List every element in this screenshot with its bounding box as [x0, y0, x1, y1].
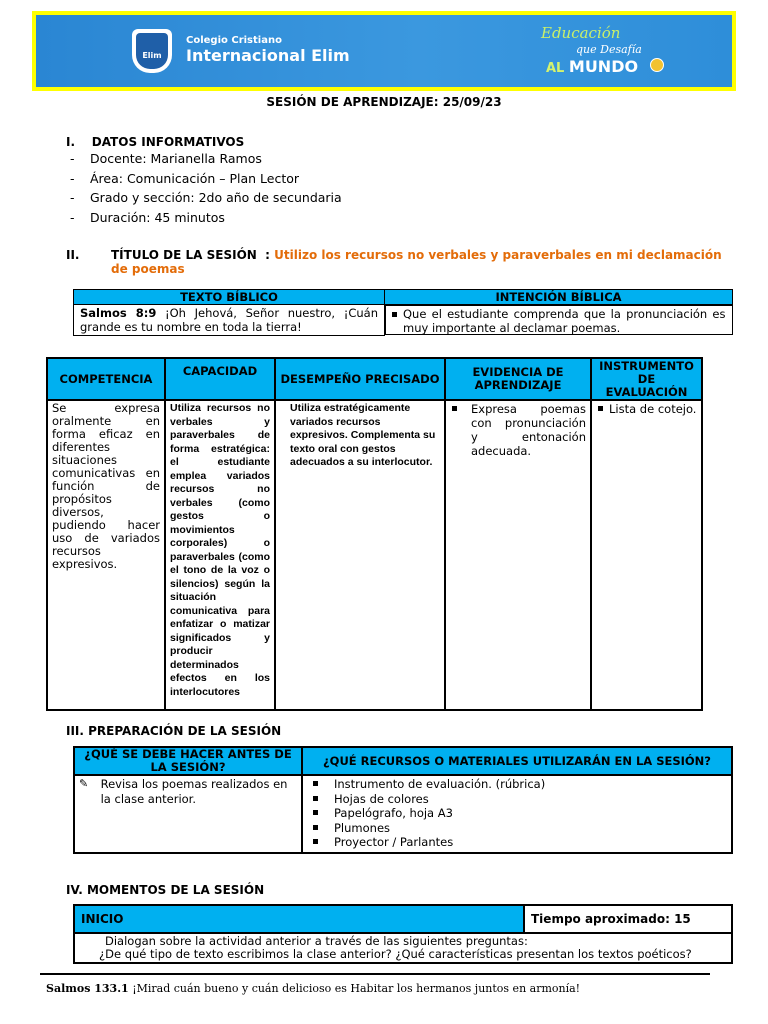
biblico-text: ¡Oh Jehová, Señor nuestro, ¡Cuán grande es tu nombre en toda la tierra! [80, 306, 378, 334]
recurso-text: Hojas de colores [334, 791, 429, 806]
header-banner [32, 11, 736, 91]
slogan-line-3 [546, 57, 638, 76]
dash-bullet: - [70, 190, 75, 205]
square-bullet-icon [452, 406, 457, 411]
pencil-icon: ✎ [79, 777, 89, 790]
slogan-al: AL [546, 61, 565, 76]
instrumento-text: Lista de cotejo. [609, 402, 697, 416]
tiempo-cell: Tiempo aproximado: 15 [524, 905, 732, 933]
evidencia-item [450, 402, 586, 458]
logo-text: Elim [136, 33, 168, 69]
competencia-header: COMPETENCIA [47, 358, 165, 400]
page-title: SESIÓN DE APRENDIZAJE: 25/09/23 [266, 95, 502, 109]
dash-bullet: - [70, 171, 75, 186]
datos-docente: Docente: Marianella Ramos [90, 151, 262, 166]
momentos-table [73, 904, 733, 964]
instrumento-item [596, 402, 697, 416]
dash-bullet: - [70, 151, 75, 166]
recursos-header: ¿QUÉ RECURSOS O MATERIALES UTILIZARÁN EN LA SESIÓN? [302, 747, 732, 775]
momentos-heading: IV. MOMENTOS DE LA SESIÓN [66, 883, 265, 897]
antes-item [79, 777, 297, 806]
datos-item [70, 151, 262, 166]
recurso-text: Instrumento de evaluación. (rúbrica) [334, 777, 546, 791]
recurso-item [307, 777, 727, 792]
footer-ref: Salmos 133.1 [46, 982, 129, 995]
inicio-body [74, 933, 732, 963]
inicio-header: INICIO [74, 905, 524, 933]
evidencia-text: Expresa poemas con pronunciación y entonación adecuada. [471, 402, 586, 458]
recurso-item [307, 806, 727, 821]
datos-item [70, 171, 299, 186]
instrumento-cell [591, 400, 702, 710]
footer-text: ¡Mirad cuán bueno y cuán delicioso es Habitar los hermanos juntos en armonía! [128, 982, 581, 995]
slogan-line-2: que Desafía [576, 43, 642, 56]
recurso-item [307, 821, 727, 836]
intencion-text: Que el estudiante comprenda que la pronunciación es muy importante al declamar poemas. [403, 307, 726, 335]
square-bullet-icon [313, 781, 318, 786]
recurso-text: Papelógrafo, hoja A3 [334, 806, 453, 820]
recurso-text: Plumones [334, 820, 391, 835]
preparacion-heading: III. PREPARACIÓN DE LA SESIÓN [66, 724, 282, 738]
capacidad-cell: Utiliza recursos no verbales y paraverbales de forma estratégica: el estudiante emplea variados recursos no verbales (como gestos o movimientos corporales) o paraverbales (como el tono de la voz o silencios) según la situación comunicativa para enfatizar o matizar significados y producir determinados efectos en los interlocutores [165, 400, 275, 710]
recurso-text: Proyector / Parlantes [334, 835, 454, 849]
competencias-table [46, 357, 703, 711]
square-bullet-icon [313, 839, 318, 844]
square-bullet-icon [313, 796, 318, 801]
evidencia-cell [445, 400, 591, 710]
antes-header: ¿QUÉ SE DEBE HACER ANTES DE LA SESIÓN? [74, 747, 302, 775]
datos-item [70, 210, 225, 225]
square-bullet-icon [392, 312, 397, 317]
square-bullet-icon [598, 406, 603, 411]
desempeno-header: DESEMPEÑO PRECISADO [275, 358, 445, 400]
biblico-table [73, 289, 733, 336]
competencia-cell: Se expresa oralmente en forma eficaz en diferentes situaciones comunicativas en función de propósitos diversos, pudiendo hacer uso de variados recursos expresivos. [47, 400, 165, 710]
antes-text: Revisa los poemas realizados en la clase anterior. [100, 777, 288, 806]
datos-item [70, 190, 342, 205]
slogan-mundo: MUNDO [568, 57, 639, 76]
sesion-num: II. [66, 248, 80, 262]
biblico-ref: Salmos 8:9 [80, 306, 157, 320]
school-logo-icon [132, 29, 172, 73]
recurso-item [307, 835, 727, 850]
sesion-value: Utilizo los recursos no verbales y paraverbales en mi declamación de poemas [111, 248, 722, 276]
intencion-biblica-header: INTENCIÓN BÍBLICA [385, 290, 733, 305]
inicio-line-2: ¿De qué tipo de texto escribimos la clase anterior? ¿Qué características presentan los textos poéticos? [99, 947, 692, 961]
square-bullet-icon [313, 810, 318, 815]
globe-icon [650, 58, 664, 72]
recursos-list [307, 777, 727, 850]
datos-duracion: Duración: 45 minutos [90, 210, 225, 225]
footer-divider [40, 973, 710, 975]
recursos-cell [302, 775, 732, 853]
datos-grado: Grado y sección: 2do año de secundaria [90, 190, 342, 205]
footer-verse [46, 982, 580, 995]
school-name-small: Colegio Cristiano [186, 35, 282, 46]
antes-cell [74, 775, 302, 853]
texto-biblico-cell [74, 305, 385, 336]
instrumento-header: INSTRUMENTO DE EVALUACIÓN [591, 358, 702, 400]
desempeno-cell: Utiliza estratégicamente variados recursos expresivos. Complementa su texto oral con gestos adecuados a su interlocutor. [275, 400, 445, 710]
square-bullet-icon [313, 825, 318, 830]
datos-heading: I. DATOS INFORMATIVOS [66, 135, 245, 149]
sesion-title [111, 248, 731, 276]
datos-area: Área: Comunicación – Plan Lector [90, 171, 300, 186]
sesion-label: TÍTULO DE LA SESIÓN : [111, 248, 275, 262]
inicio-line-1: Dialogan sobre la actividad anterior a través de las siguientes preguntas: [105, 934, 528, 948]
evidencia-header: EVIDENCIA DE APRENDIZAJE [445, 358, 591, 400]
school-name-big: Internacional Elim [186, 46, 350, 65]
slogan-line-1: Educación [541, 24, 621, 42]
recurso-item [307, 792, 727, 807]
preparacion-table [73, 746, 733, 854]
intencion-biblica-cell [385, 305, 733, 335]
capacidad-header: CAPACIDAD [165, 358, 275, 400]
dash-bullet: - [70, 210, 75, 225]
texto-biblico-header: TEXTO BÍBLICO [74, 290, 385, 305]
